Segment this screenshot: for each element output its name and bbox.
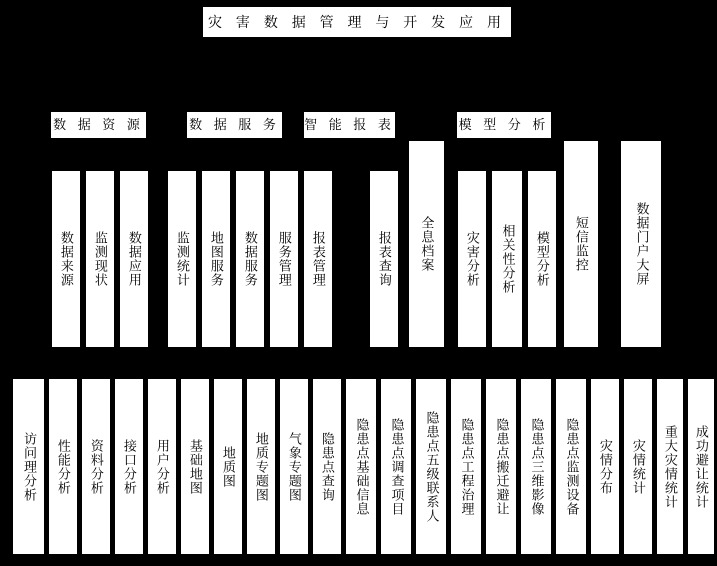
page-title: 地 质 灾 害 数 据 管 理 与 开 发 应 用 系 统 (152, 13, 562, 30)
module-map-service[interactable] (201, 170, 231, 348)
bottom-module-geological-map[interactable] (213, 378, 243, 555)
module-label: 监测统计 (174, 231, 190, 287)
module-label: 数据应用 (126, 231, 142, 287)
module-label: 数据来源 (58, 231, 74, 287)
module-monitoring-statistics[interactable] (167, 170, 197, 348)
module-label: 性能分析 (55, 438, 71, 495)
module-label: 隐患点五级联系人 (424, 410, 440, 523)
module-sms-monitoring[interactable] (563, 140, 599, 348)
module-label: 模型分析 (534, 231, 550, 287)
module-label: 隐患点三维影像 (529, 417, 545, 516)
module-report-management[interactable] (303, 170, 333, 348)
bottom-module-hazard-point-3d-imagery[interactable] (520, 378, 552, 555)
group-header-model-analysis (456, 111, 552, 139)
bottom-module-material-analysis[interactable] (81, 378, 111, 555)
module-label: 短信监控 (573, 216, 589, 272)
module-disaster-analysis[interactable] (457, 170, 487, 348)
module-label: 灾情统计 (630, 438, 646, 495)
module-label: 报表查询 (376, 231, 392, 287)
bottom-module-hazard-point-survey-project[interactable] (380, 378, 412, 555)
group-header-data-service (186, 111, 283, 139)
module-label: 数据门户大屏 (634, 202, 650, 286)
module-label: 成功避让统计 (693, 424, 709, 509)
module-label: 隐患点调查项目 (389, 417, 405, 516)
bottom-module-hazard-point-relocation[interactable] (485, 378, 517, 555)
bottom-module-user-analysis[interactable] (147, 378, 177, 555)
module-label: 地图服务 (208, 231, 224, 287)
bottom-module-geological-thematic-map[interactable] (246, 378, 276, 555)
module-label: 服务管理 (276, 231, 292, 287)
module-label: 报表管理 (310, 231, 326, 287)
module-label: 访问理分析 (21, 431, 37, 502)
module-data-portal-screen[interactable] (620, 140, 662, 348)
bottom-module-major-disaster-statistics[interactable] (656, 378, 684, 555)
module-label: 监测现状 (92, 231, 108, 287)
bottom-module-hazard-point-five-level-contacts[interactable] (415, 378, 447, 555)
bottom-module-disaster-distribution[interactable] (590, 378, 620, 555)
bottom-module-hazard-point-query[interactable] (312, 378, 342, 555)
bottom-module-hazard-point-monitoring-equipment[interactable] (555, 378, 587, 555)
module-label: 隐患点监测设备 (564, 417, 580, 516)
module-correlation-analysis[interactable] (491, 170, 523, 348)
module-label: 重大灾情统计 (662, 424, 678, 509)
bottom-module-base-map[interactable] (180, 378, 210, 555)
group-label: 模 型 分 析 (458, 117, 550, 133)
bottom-module-hazard-point-engineering-control[interactable] (450, 378, 482, 555)
bottom-module-meteorological-thematic-map[interactable] (279, 378, 309, 555)
module-label: 隐患点查询 (319, 431, 335, 502)
group-header-smart-report (303, 111, 396, 139)
bottom-module-hazard-point-basic-info[interactable] (345, 378, 377, 555)
module-monitoring-status[interactable] (85, 170, 115, 348)
module-label: 全息档案 (419, 216, 435, 272)
module-data-service[interactable] (235, 170, 265, 348)
module-label: 隐患点搬迁避让 (494, 417, 510, 516)
group-label: 数 据 资 源 (53, 117, 144, 133)
module-label: 接口分析 (121, 438, 137, 495)
group-header-data-resource (50, 111, 147, 139)
group-label: 数 据 服 务 (189, 117, 280, 133)
module-label: 资料分析 (88, 438, 104, 495)
module-label: 地质专题图 (253, 431, 269, 502)
module-data-application[interactable] (119, 170, 149, 348)
bottom-module-successful-avoidance-statistics[interactable] (687, 378, 715, 555)
module-label: 隐患点基础信息 (354, 417, 370, 516)
module-label: 数据服务 (242, 231, 258, 287)
module-label: 隐患点工程治理 (459, 417, 475, 516)
module-service-management[interactable] (269, 170, 299, 348)
module-label: 灾情分布 (597, 438, 613, 495)
system-title-box (152, 6, 562, 38)
module-label: 地质图 (220, 445, 236, 488)
module-report-query[interactable] (369, 170, 399, 348)
module-holographic-archive[interactable] (408, 140, 445, 348)
module-label: 灾害分析 (464, 231, 480, 287)
bottom-module-performance-analysis[interactable] (48, 378, 78, 555)
module-label: 相关性分析 (500, 224, 516, 294)
bottom-module-disaster-statistics[interactable] (623, 378, 653, 555)
module-label: 用户分析 (154, 438, 170, 495)
module-label: 气象专题图 (286, 431, 302, 502)
bottom-module-visit-analysis[interactable] (12, 378, 45, 555)
module-model-analysis[interactable] (527, 170, 557, 348)
module-label: 基础地图 (187, 438, 203, 495)
module-data-source[interactable] (51, 170, 81, 348)
group-label: 智 能 报 表 (304, 117, 395, 133)
bottom-module-interface-analysis[interactable] (114, 378, 144, 555)
